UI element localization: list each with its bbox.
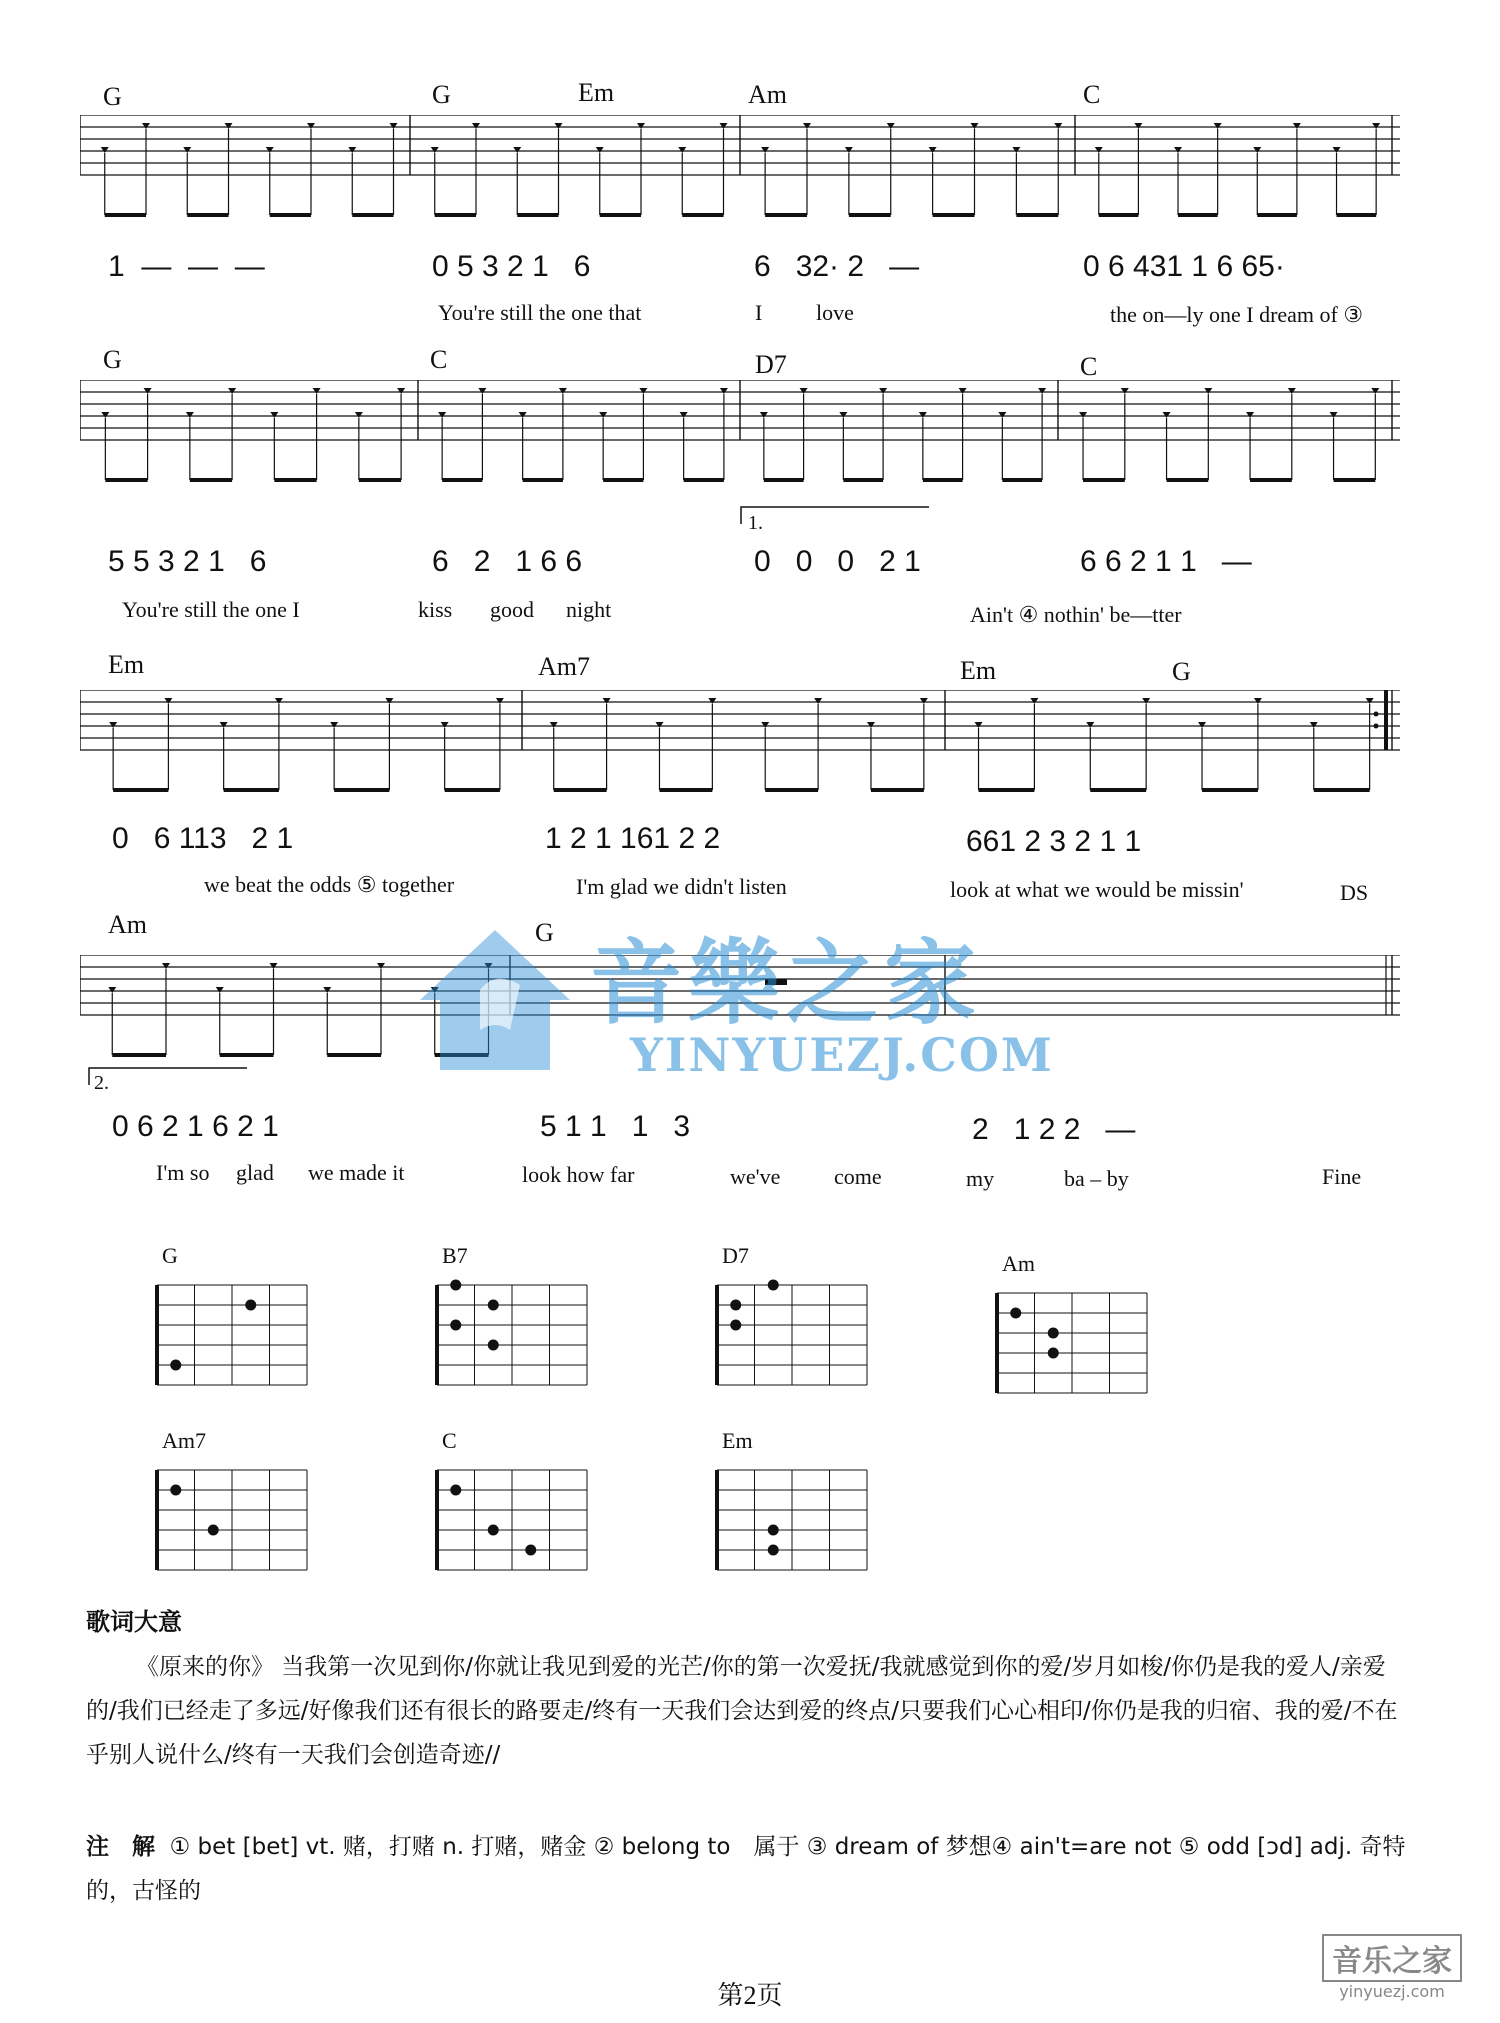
chord-label: Em — [960, 656, 997, 685]
lyric: You're still the one I — [122, 597, 300, 622]
lyric: I'm so — [156, 1160, 210, 1185]
measure-notes: 6 6 2 1 1 — — [1080, 545, 1252, 578]
annotations-label: 注 解 — [86, 1834, 155, 1860]
measure-notes: 1 2 1 161 2 2 — [545, 822, 721, 855]
chord-label: Am7 — [538, 652, 590, 681]
corner-logo — [1322, 1934, 1462, 2001]
lyric: we've — [730, 1164, 781, 1189]
chord-label: C — [430, 345, 448, 374]
tab-staff — [80, 690, 1400, 820]
lyric: love — [816, 300, 854, 325]
chord-label: G — [535, 918, 554, 947]
measure-notes: 0 5 3 2 1 6 — [432, 250, 591, 283]
tab-staff — [80, 380, 1400, 510]
watermark — [410, 910, 1090, 1110]
measure-notes: 0 6 113 2 1 — [112, 822, 294, 855]
chord-chart — [992, 1251, 1157, 1412]
chord-chart-name: G — [162, 1243, 178, 1268]
watermark-cn: 音樂之家 — [590, 930, 983, 1037]
chord-chart — [152, 1428, 317, 1589]
chord-label: C — [1083, 80, 1101, 109]
corner-logo-url: yinyuezj.com — [1339, 1982, 1445, 2001]
measure-notes: 6 2 1 6 6 — [432, 545, 583, 578]
chord-chart-name: Em — [722, 1428, 753, 1453]
lyric: kiss — [418, 597, 453, 622]
chord-chart — [432, 1428, 597, 1589]
chord-label: Am — [748, 80, 787, 109]
volta-label: 2. — [94, 1072, 109, 1094]
measure-notes: 1 — — — — [108, 250, 265, 283]
chord-chart-name: C — [442, 1428, 457, 1453]
measure-notes: 5 5 3 2 1 6 — [108, 545, 267, 578]
measure-notes: 5 1 1 1 3 — [540, 1110, 691, 1143]
chord-label: Em — [108, 650, 145, 679]
measure-notes: 2 1 2 2 — — [972, 1113, 1136, 1146]
chord-chart — [712, 1243, 877, 1404]
lyric: ba – by — [1064, 1166, 1129, 1191]
lyric: my — [966, 1166, 995, 1191]
lyric: glad — [236, 1160, 274, 1185]
lyric: Fine — [1322, 1164, 1362, 1189]
chord-label: Em — [578, 78, 615, 107]
chord-label: D7 — [755, 350, 787, 379]
lyric: come — [834, 1164, 882, 1189]
corner-logo-cn: 音乐之家 — [1322, 1934, 1462, 1982]
lyric: night — [566, 597, 612, 622]
chord-label: G — [103, 345, 122, 374]
lyrics-meaning-title: 歌词大意 — [86, 1608, 182, 1636]
lyrics-meaning-text: 《原来的你》 当我第一次见到你/你就让我见到爱的光芒/你的第一次爱抚/我就感觉到你的爱/岁月如梭/你仍是我的爱人/亲爱的/我们已经走了多远/好像我们还有很长的路要走/终有一天我们会达到爱的终点/只要我们心心相印/你仍是我的归宿、我的爱/不在乎别人说什么/终有一天我们会创造奇迹// — [86, 1654, 1398, 1768]
measure-notes: 6 32· 2 — — [754, 250, 920, 283]
volta-bracket — [740, 505, 930, 525]
lyric: look how far — [522, 1162, 635, 1187]
chord-chart-name: Am7 — [162, 1428, 206, 1453]
annotations-text: ① bet [bet] vt. 赌，打赌 n. 打赌，赌金 ② belong to 属于 ③ dream of 梦想④ ain't=are not ⑤ odd [ɔd] adj. 奇特的，古怪的 — [86, 1834, 1406, 1904]
annotations — [86, 1825, 1406, 1913]
measure-notes: 0 0 0 2 1 — [754, 545, 921, 578]
chord-label: Am — [108, 910, 147, 939]
lyric: look at what we would be missin' — [950, 877, 1244, 902]
tab-staff — [80, 115, 1400, 245]
watermark-en: YINYUEZJ.COM — [630, 1028, 1054, 1082]
chord-label: G — [103, 82, 122, 111]
lyric: we made it — [308, 1160, 405, 1185]
chord-label: G — [432, 80, 451, 109]
house-logo-icon — [410, 910, 580, 1080]
chord-chart-name: D7 — [722, 1243, 749, 1268]
chord-chart — [712, 1428, 877, 1589]
lyric: Ain't ④ nothin' be—tter — [970, 602, 1182, 627]
lyric: I — [755, 300, 763, 325]
volta-label: 1. — [748, 512, 763, 534]
measure-notes: 661 2 3 2 1 1 — [966, 825, 1142, 858]
chord-chart — [152, 1243, 317, 1404]
lyric: DS — [1340, 880, 1369, 905]
volta-bracket — [88, 1066, 248, 1086]
measure-notes: 0 6 431 1 6 65· — [1083, 250, 1285, 283]
chord-chart — [432, 1243, 597, 1404]
chord-chart-name: B7 — [442, 1243, 468, 1268]
lyric: we beat the odds ⑤ together — [204, 872, 455, 897]
chord-label: C — [1080, 352, 1098, 381]
chord-label: G — [1172, 657, 1191, 686]
lyric: good — [490, 597, 534, 622]
measure-notes: 0 6 2 1 6 2 1 — [112, 1110, 279, 1143]
lyric: the on—ly one I dream of ③ — [1110, 302, 1364, 327]
lyric: You're still the one that — [438, 300, 642, 325]
lyric: I'm glad we didn't listen — [576, 874, 787, 899]
page-number: 第2页 — [717, 1981, 783, 2010]
chord-chart-name: Am — [1002, 1251, 1035, 1276]
